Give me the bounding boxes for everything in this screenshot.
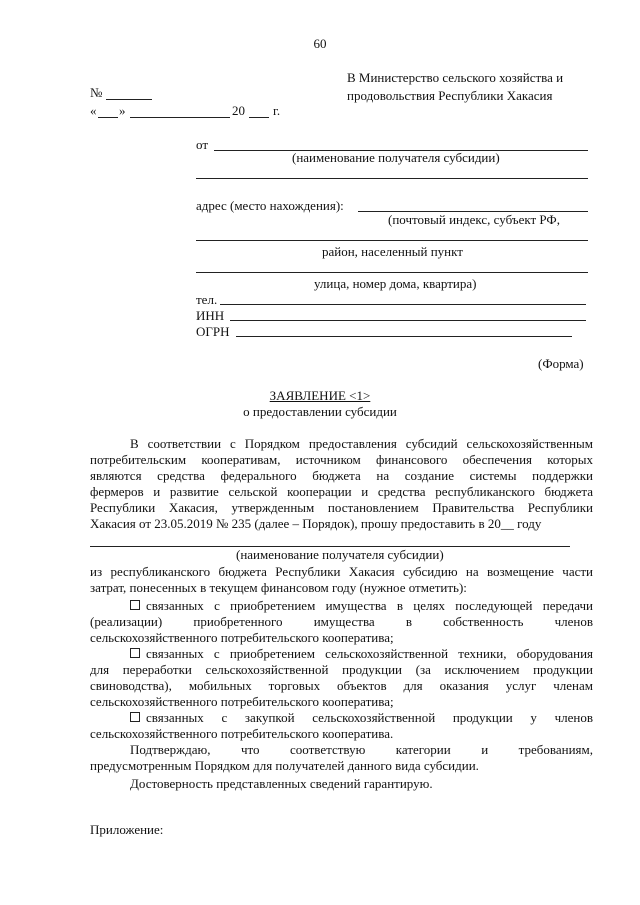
reg-date-month-field[interactable] xyxy=(130,117,230,118)
reg-date-day-field[interactable] xyxy=(98,117,118,118)
option-2-line: для переработки сельскохозяйственной продукции (за исключением продукции xyxy=(90,662,593,677)
applicant-name-hint: (наименование получателя субсидии) xyxy=(292,150,500,165)
address-field-3[interactable] xyxy=(196,272,588,273)
option-3-line: связанных с закупкой сельскохозяйственной продукции у членов xyxy=(130,710,593,726)
body-p2-line: затрат, понесенных в текущем финансовом году (нужное отметить): xyxy=(90,580,467,595)
option-2-line: связанных с приобретением сельскохозяйственной техники, оборудования xyxy=(130,646,593,662)
from-label: от xyxy=(196,137,209,152)
ogrn-field[interactable] xyxy=(236,336,572,337)
option-2-checkbox[interactable] xyxy=(130,648,140,658)
recipient-line-2: продовольствия Республики Хакасия xyxy=(347,88,553,103)
subsidy-recipient-name-hint: (наименование получателя субсидии) xyxy=(236,547,444,562)
recipient-line-1: В Министерство сельского хозяйства и xyxy=(347,70,564,85)
body-p1-line: фермеров и развитие сельской кооперации и средства республиканского бюджета xyxy=(90,484,593,499)
body-p1-line: являются средства федерального бюджета на создание системы поддержки xyxy=(90,468,593,483)
page-number: 60 xyxy=(313,36,327,51)
reg-date-year-field[interactable] xyxy=(249,117,269,118)
applicant-name-field-2[interactable] xyxy=(196,178,588,179)
address-hint: (почтовый индекс, субъект РФ, xyxy=(388,212,560,227)
option-1-checkbox[interactable] xyxy=(130,600,140,610)
phone-label: тел. xyxy=(196,292,218,307)
confirm-line: Подтверждаю, что соответствую категории и требованиям, xyxy=(130,742,593,757)
reg-date-quote-close: » xyxy=(119,103,126,118)
district-hint: район, населенный пункт xyxy=(322,244,463,259)
inn-label: ИНН xyxy=(196,308,225,323)
option-1-line: (реализации) приобретенного имущества в собственность членов xyxy=(90,614,593,629)
document-subtitle: о предоставлении субсидии xyxy=(243,404,397,419)
body-p1-line: В соответствии с Порядком предоставления субсидий сельскохозяйственным xyxy=(130,436,593,451)
option-3-line: сельскохозяйственного потребительского кооператива. xyxy=(90,726,394,741)
document-title: ЗАЯВЛЕНИЕ <1> xyxy=(269,388,371,403)
reg-date-quote-open: « xyxy=(90,103,97,118)
body-p2-line: из республиканского бюджета Республики Хакасия субсидию на возмещение части xyxy=(90,564,593,579)
option-2-line: свиноводства), мобильных торговых объектов для оказания услуг членам xyxy=(90,678,593,693)
guarantee-line: Достоверность представленных сведений гарантирую. xyxy=(130,776,433,791)
option-1-line: связанных с приобретением имущества в целях последующей передачи xyxy=(130,598,593,614)
inn-field[interactable] xyxy=(230,320,586,321)
option-2-line: сельскохозяйственного потребительского кооператива; xyxy=(90,694,394,709)
phone-field[interactable] xyxy=(220,304,586,305)
body-p1-line: Хакасия от 23.05.2019 № 235 (далее – Порядок), прошу предоставить в 20__ году xyxy=(90,516,542,531)
confirm-line: предусмотренным Порядком для получателей данного вида субсидии. xyxy=(90,758,479,773)
reg-date-year-suffix: г. xyxy=(273,103,281,118)
reg-date-year-prefix: 20 xyxy=(232,103,245,118)
option-3-checkbox[interactable] xyxy=(130,712,140,722)
address-field-2[interactable] xyxy=(196,240,588,241)
street-hint: улица, номер дома, квартира) xyxy=(314,276,477,291)
ogrn-label: ОГРН xyxy=(196,324,230,339)
body-p1-line: потребительским кооперативам, источником финансового обеспечения которых xyxy=(90,452,593,467)
address-label: адрес (место нахождения): xyxy=(196,198,344,213)
body-p1-line: Республики Хакасия, утвержденным постановлением Правительства Республики xyxy=(90,500,593,515)
reg-number-label: № xyxy=(90,85,103,100)
reg-number-field[interactable] xyxy=(106,99,152,100)
attachment-label: Приложение: xyxy=(90,822,164,837)
form-label: (Форма) xyxy=(538,356,584,371)
option-1-line: сельскохозяйственного потребительского кооператива; xyxy=(90,630,394,645)
